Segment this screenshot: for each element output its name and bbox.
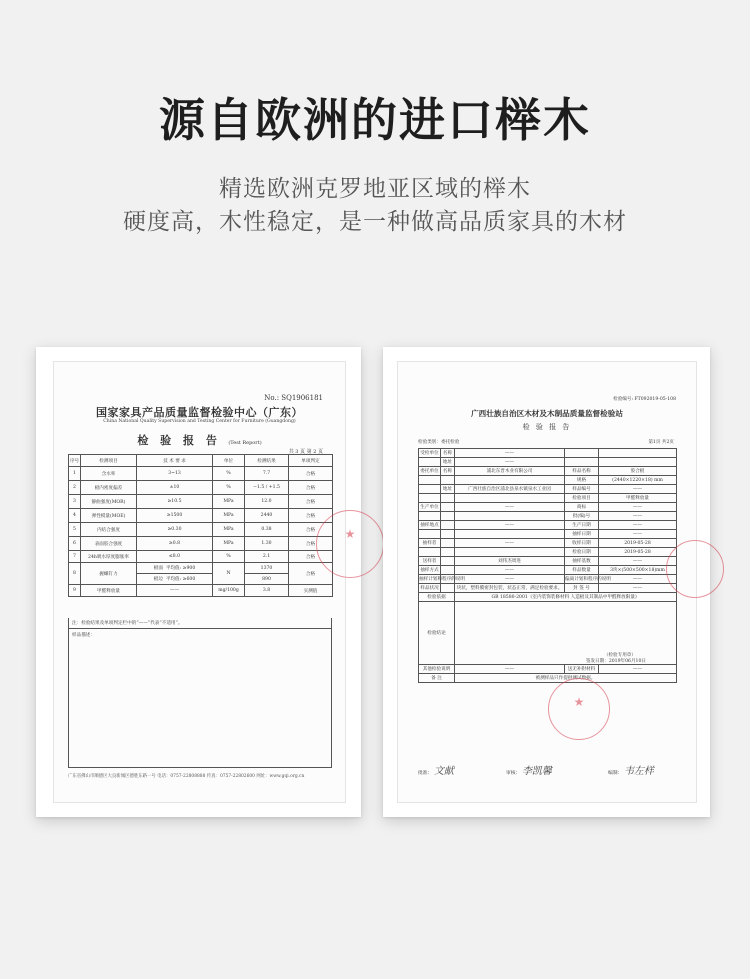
report-number: No.: SQ1906181 xyxy=(264,394,323,402)
sample-description-label: 样品描述： xyxy=(69,628,331,641)
table-cell: 被测样品只作提供测试数据。 xyxy=(455,674,677,683)
table-cell: 静曲强度(MOR) xyxy=(81,495,137,509)
table-row xyxy=(419,602,677,665)
table-cell: GB 18580-2001《室内装饰装修材料 人造板及其制品中甲醛释放限量》 xyxy=(455,593,677,602)
table-header: 检测项目 xyxy=(81,455,137,467)
table-cell: 块状，塑料膜密封包装，状态正常，满足检验要求。 xyxy=(455,584,565,593)
table-cell xyxy=(419,494,441,503)
table-cell: 12.0 xyxy=(245,495,289,509)
table-cell: 样品状况 xyxy=(419,584,441,593)
table-cell: —— xyxy=(455,449,565,458)
table-cell: 6 xyxy=(69,537,81,551)
table-cell xyxy=(441,566,455,575)
table-cell: 送无补附材料 xyxy=(565,665,599,674)
table-row xyxy=(419,458,677,467)
table-cell: MPa xyxy=(213,495,245,509)
table-cell: 合格 xyxy=(289,551,333,563)
table-row xyxy=(69,551,333,563)
table-header: 检测结果 xyxy=(245,455,289,467)
left-report-frame xyxy=(36,347,361,817)
table-cell: 2 xyxy=(69,481,81,495)
table-cell xyxy=(419,458,441,467)
table-cell: 合格 xyxy=(289,509,333,523)
official-stamp-edge xyxy=(666,540,724,598)
table-cell: —— xyxy=(599,485,677,494)
table-cell: 7 xyxy=(69,551,81,563)
table-cell: 3块×(500×500×18)mm xyxy=(599,566,677,575)
table-cell xyxy=(455,494,565,503)
table-row xyxy=(69,495,333,509)
table-cell: 刘伟杰周进 xyxy=(455,557,565,566)
table-row xyxy=(419,449,677,458)
table-cell: 受检单位 xyxy=(419,449,441,458)
table-cell: 其他检验说明 xyxy=(419,665,455,674)
table-cell: 合格 xyxy=(289,523,333,537)
table-cell xyxy=(441,584,455,593)
results-table xyxy=(68,454,333,597)
table-cell: 合格 xyxy=(289,537,333,551)
table-row xyxy=(419,539,677,548)
table-cell: % xyxy=(213,467,245,481)
table-cell: 名称 xyxy=(441,467,455,476)
official-stamp: ★ xyxy=(316,510,384,578)
info-table xyxy=(418,448,677,683)
table-row xyxy=(419,512,677,521)
table-cell: 1.30 xyxy=(245,537,289,551)
table-cell: —— xyxy=(455,521,565,530)
table-cell: 3 xyxy=(69,495,81,509)
table-cell: ±10 xyxy=(137,481,213,495)
table-cell: 含水率 xyxy=(81,467,137,481)
table-cell: 0.38 xyxy=(245,523,289,537)
table-cell: 抽样方式 xyxy=(419,566,441,575)
table-cell: ≥0.8 xyxy=(137,537,213,551)
table-cell: 封 签 号 xyxy=(565,584,599,593)
table-cell: % xyxy=(213,551,245,563)
table-cell: 收样日期 xyxy=(565,539,599,548)
table-cell: 抽样地点 xyxy=(419,521,441,530)
table-cell: 4 xyxy=(69,509,81,523)
notes-box xyxy=(68,618,332,768)
table-cell: 内结合强度 xyxy=(81,523,137,537)
table-cell: 24h吸水厚度膨胀率 xyxy=(81,551,137,563)
table-cell: mg/100g xyxy=(213,585,245,597)
table-cell: 抽样日期 xyxy=(565,530,599,539)
table-cell: 检验结论 xyxy=(419,602,455,665)
report-org: 广西壮族自治区木材及木制品质量监督检验站 xyxy=(471,409,623,418)
table-cell xyxy=(441,557,455,566)
table-row xyxy=(419,674,677,683)
table-cell: 规格 xyxy=(565,476,599,485)
table-cell: 3~13 xyxy=(137,467,213,481)
report-title: 检 验 报 告 xyxy=(522,423,572,431)
table-cell: —— xyxy=(599,530,677,539)
table-cell: ≥10.5 xyxy=(137,495,213,509)
subtitle-line-2: 硬度高，木性稳定，是一种做高品质家具的木材 xyxy=(123,209,627,235)
table-cell: 握螺钉力 xyxy=(81,563,137,585)
table-cell: 8 xyxy=(69,563,81,585)
table-row xyxy=(419,521,677,530)
table-row xyxy=(69,481,333,495)
official-stamp: ★ xyxy=(548,678,610,740)
report-org-en: China National Quality Supervision and Testing Center for Furniture (Guangdong) xyxy=(103,419,296,424)
report-number: 检验编号: FT092019-05-108 xyxy=(613,397,676,402)
table-cell: 板边 平均值: ≥600 xyxy=(137,574,213,585)
table-cell: MPa xyxy=(213,537,245,551)
table-cell: 合格 xyxy=(289,467,333,481)
table-cell: —— xyxy=(455,566,565,575)
table-row xyxy=(69,537,333,551)
report-org: 国家家具产品质量监督检验中心（广东） xyxy=(96,406,303,419)
subtitle-line-1: 精选欧洲克罗地亚区域的榉木 xyxy=(219,176,531,202)
table-cell: 检验依据 xyxy=(419,593,455,602)
table-cell xyxy=(441,512,455,521)
table-cell: —— xyxy=(599,521,677,530)
table-cell: —— xyxy=(455,539,565,548)
table-cell: 7.7 xyxy=(245,467,289,481)
table-cell: 3.8 xyxy=(245,585,289,597)
table-cell: 合格 xyxy=(289,563,333,585)
table-cell: 检验日期 xyxy=(565,548,599,557)
table-cell: 广西壮族自治区浦北县泉水镇泉水工业园 xyxy=(455,485,565,494)
table-cell: —— xyxy=(599,503,677,512)
table-cell: 偏离计划和程序的说明 xyxy=(565,575,599,584)
signature-approve: 批准： 文献 xyxy=(418,766,454,777)
table-cell: 样品数量 xyxy=(565,566,599,575)
table-header-row xyxy=(69,455,333,467)
table-cell: 商标 xyxy=(565,503,599,512)
table-cell: 2019-05-28 xyxy=(599,539,677,548)
signature-review: 审核： 李凯馨 xyxy=(506,766,552,777)
table-cell xyxy=(441,476,455,485)
table-cell xyxy=(455,476,565,485)
headline: 源自欧洲的进口榉木 xyxy=(159,93,591,147)
stamp-text: （检验专用章） xyxy=(603,653,636,658)
table-cell: 表面胶合强度 xyxy=(81,537,137,551)
table-cell: —— xyxy=(599,557,677,566)
table-header: 序号 xyxy=(69,455,81,467)
report-title: 检 验 报 告 (Test Report) xyxy=(137,434,262,447)
table-cell: 生产日期 xyxy=(565,521,599,530)
table-cell xyxy=(441,530,455,539)
table-cell: 9 xyxy=(69,585,81,597)
table-cell xyxy=(565,458,599,467)
table-cell xyxy=(441,494,455,503)
table-cell: 890 xyxy=(245,574,289,585)
table-cell xyxy=(419,476,441,485)
table-cell: 样品编号 xyxy=(565,485,599,494)
report-footer: 广东省佛山市顺德区大良新城区德胜东路一号 电话：0757-22808888 传真：0757-22802600 网址：www.gqi.org.cn xyxy=(68,774,305,779)
table-cell: 委托单位 xyxy=(419,467,441,476)
table-cell: 浦北东晋木业有限公司 xyxy=(455,467,565,476)
signature-prepare: 编制： 韦左样 xyxy=(608,766,654,777)
table-header: 技 术 要 求 xyxy=(137,455,213,467)
table-cell: 批(编)号 xyxy=(565,512,599,521)
table-cell xyxy=(455,512,565,521)
table-cell xyxy=(599,449,677,458)
table-cell: —— xyxy=(455,458,565,467)
table-cell xyxy=(419,530,441,539)
report-page: 第1页 共2页 xyxy=(648,440,674,445)
note-text: 注：检验结果及单项判定栏中的“——”代表“不适用”。 xyxy=(72,621,183,626)
table-cell: 2019-05-28 xyxy=(599,548,677,557)
table-row xyxy=(419,548,677,557)
table-cell: —— xyxy=(137,585,213,597)
table-row xyxy=(69,563,333,574)
right-report-paper xyxy=(397,361,697,803)
right-report-frame xyxy=(383,347,710,817)
table-cell: −1.5 / +1.5 xyxy=(245,481,289,495)
table-header: 单项判定 xyxy=(289,455,333,467)
table-cell xyxy=(455,530,565,539)
table-cell: 1370 xyxy=(245,563,289,574)
table-row xyxy=(419,485,677,494)
table-cell: —— xyxy=(599,665,677,674)
table-cell: 地址 xyxy=(441,485,455,494)
table-cell: —— xyxy=(455,575,565,584)
table-row xyxy=(69,509,333,523)
table-row xyxy=(419,575,677,584)
table-cell xyxy=(441,539,455,548)
table-cell: 生产单位 xyxy=(419,503,441,512)
table-cell: —— xyxy=(599,584,677,593)
table-cell: 合格 xyxy=(289,481,333,495)
table-cell: MPa xyxy=(213,523,245,537)
table-cell: 备 注 xyxy=(419,674,455,683)
table-cell: 胶合板 xyxy=(599,467,677,476)
table-cell: 弹性模量(MOE) xyxy=(81,509,137,523)
table-cell: 板面 平均值: ≥900 xyxy=(137,563,213,574)
table-row xyxy=(69,585,333,597)
table-cell: 检验项目 xyxy=(565,494,599,503)
table-cell: ≥0.30 xyxy=(137,523,213,537)
issue-date: 签发日期：2019年06月10日 xyxy=(585,659,646,664)
table-cell: 2.1 xyxy=(245,551,289,563)
table-cell: ≤8.0 xyxy=(137,551,213,563)
report-page: 共 3 页 第 2 页 xyxy=(288,449,323,455)
table-cell: 甲醛释放量 xyxy=(81,585,137,597)
table-cell: (2440×1220×18) mm xyxy=(599,476,677,485)
table-cell: —— xyxy=(455,665,565,674)
conclusion-cell xyxy=(455,602,677,665)
table-cell xyxy=(455,548,565,557)
table-cell: —— xyxy=(599,575,677,584)
table-row xyxy=(419,503,677,512)
table-row xyxy=(69,523,333,537)
table-cell: 板内密度偏差 xyxy=(81,481,137,495)
table-cell xyxy=(565,449,599,458)
table-row xyxy=(419,494,677,503)
table-cell: 5 xyxy=(69,523,81,537)
table-row xyxy=(419,566,677,575)
table-cell: 抽样基数 xyxy=(565,557,599,566)
table-cell: 实测值 xyxy=(289,585,333,597)
table-cell xyxy=(441,521,455,530)
table-row xyxy=(419,467,677,476)
table-row xyxy=(419,665,677,674)
inspection-type: 检验类别：委托检验 xyxy=(418,440,460,445)
table-cell: MPa xyxy=(213,509,245,523)
table-cell: 抽样者 xyxy=(419,539,441,548)
table-row xyxy=(419,557,677,566)
table-cell xyxy=(441,548,455,557)
table-row xyxy=(419,584,677,593)
table-cell: 名称 xyxy=(441,449,455,458)
table-cell: 2440 xyxy=(245,509,289,523)
table-header: 单位 xyxy=(213,455,245,467)
table-cell xyxy=(419,485,441,494)
table-cell: 样品名称 xyxy=(565,467,599,476)
table-row xyxy=(419,476,677,485)
table-cell xyxy=(599,458,677,467)
table-cell: N xyxy=(213,563,245,585)
table-cell: 合格 xyxy=(289,495,333,509)
table-cell: 甲醛释放量 xyxy=(599,494,677,503)
table-row xyxy=(419,593,677,602)
table-cell: 送样者 xyxy=(419,557,441,566)
table-cell xyxy=(419,548,441,557)
table-cell: —— xyxy=(455,503,565,512)
table-cell: 地址 xyxy=(441,458,455,467)
table-cell: 抽样计划和程序的说明 xyxy=(419,575,441,584)
table-cell: % xyxy=(213,481,245,495)
table-cell xyxy=(441,503,455,512)
table-cell: 1 xyxy=(69,467,81,481)
table-row xyxy=(419,530,677,539)
left-report-paper xyxy=(53,361,356,803)
table-cell: ≥1500 xyxy=(137,509,213,523)
table-row xyxy=(69,467,333,481)
table-cell: —— xyxy=(599,512,677,521)
table-cell xyxy=(419,512,441,521)
